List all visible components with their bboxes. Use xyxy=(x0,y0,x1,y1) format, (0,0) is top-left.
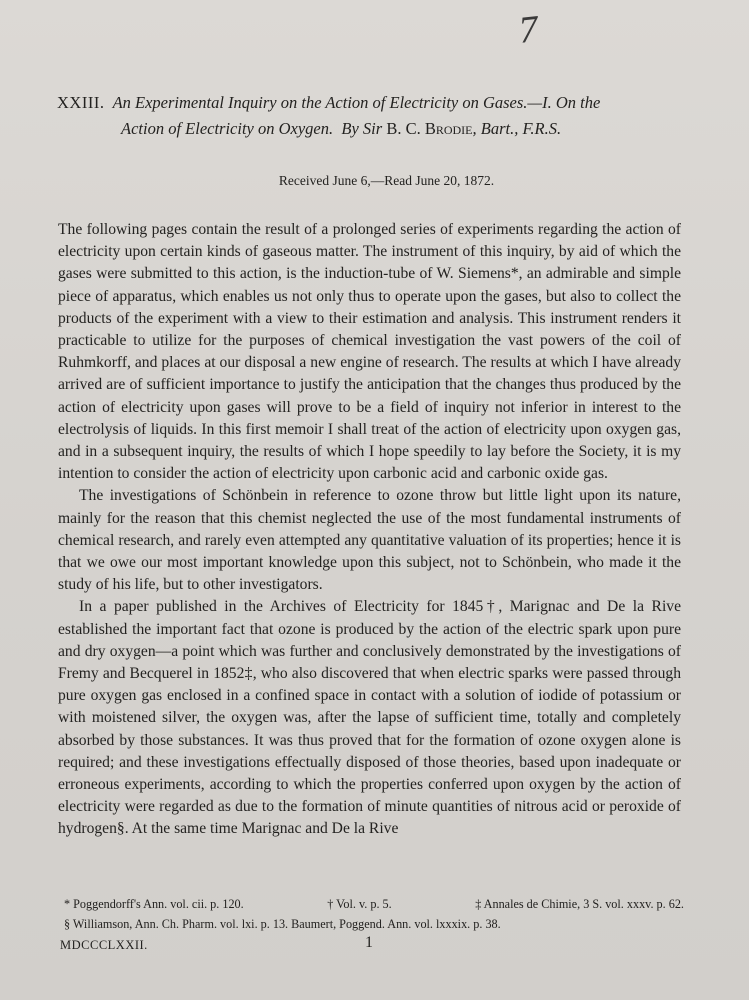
paragraph-3: In a paper published in the Archives of Electricity for 1845†, Marignac and De la Rive established the important fact that ozone is produced by the action of the electric spark upon pure and dry oxygen—a point which was further and conclusively demonstrated by the investigations of Fremy and Becquerel in 1852‡, who also discovered that when electric sparks were passed through pure oxygen gas enclosed in a confined space in contact with a solution of iodide of potassium or with moistened silver, the oxygen was, after the lapse of sufficient time, totally and completely absorbed by those substances. It was thus proved that for the formation of ozone oxygen alone is required; and these investigations effectually disposed of those theories, based upon inadequate or erroneous experiments, according to which the properties conferred upon oxygen by the action of electricity were regarded as due to the formation of minute quantities of nitrous acid or peroxide of hydrogen§. At the same time Marignac and De la Rive xyxy=(58,598,681,838)
article-title xyxy=(57,90,697,142)
handwritten-folio-number: 7 xyxy=(516,8,541,52)
footnote-williamson: § Williamson, Ann. Ch. Pharm. vol. lxi. p. 13. Baumert, Poggend. Ann. vol. lxxxix. p. 38. xyxy=(64,917,501,931)
page-number: 1 xyxy=(365,934,373,951)
title-part-2: Action of Electricity on Oxygen. xyxy=(121,119,334,138)
footnotes xyxy=(64,894,684,934)
title-part-1: An Experimental Inquiry on the Action of Electricity on Gases.—I. On the xyxy=(112,93,601,112)
received-date-line: Received June 6,—Read June 20, 1872. xyxy=(278,173,495,188)
paragraph-1: The following pages contain the result of a prolonged series of experiments regarding the action of electricity upon certain kinds of gaseous matter. The instrument of this inquiry, by aid of which the gases were submitted to this action, is the induction-tube of W. Siemens*, an admirable and simple piece of apparatus, which enables us not only thus to operate upon the gases, but also to collect the products of the experiment with a view to their estimation and analysis. This instrument renders it practicable to utilize for the purposes of chemical investigation the vast powers of the coil of Ruhmkorff, and places at our disposal a new engine of research. The results at which I have already arrived are of sufficient importance to justify the anticipation that the changes thus produced by the action of electricity upon gases will prove to be a field of inquiry not inferior in interest to the electrolysis of liquids. In this first memoir I shall treat of the action of electricity upon oxygen gas, and in a subsequent inquiry, the results of which I hope speedily to lay before the Society, it is my intention to consider the action of electricity upon carbonic acid and carbonic oxide gas. xyxy=(58,221,681,483)
signature-mark: MDCCCLXXII. xyxy=(60,938,148,952)
title-by: By Sir xyxy=(341,119,383,138)
title-line-2 xyxy=(57,116,697,142)
author-surname: Brodie xyxy=(424,119,473,138)
footnote-row-1 xyxy=(64,894,684,914)
footnote-annales: ‡ Annales de Chimie, 3 S. vol. xxxv. p. 62. xyxy=(475,897,684,911)
author-initials: B. C. xyxy=(386,119,421,138)
footnote-vol-v: † Vol. v. p. 5. xyxy=(327,897,392,911)
footnote-poggendorff: * Poggendorff's Ann. vol. cii. p. 120. xyxy=(64,897,244,911)
title-line-1 xyxy=(57,90,697,116)
article-body xyxy=(58,219,681,841)
author-suffix: , Bart., F.R.S. xyxy=(472,119,562,138)
paragraph-2: The investigations of Schönbein in reference to ozone throw but little light upon its nature, mainly for the reason that this chemist neglected the use of the most fundamental instruments of chemical research, and rarely even attempted any quantitative valuation of its properties; hence it is that we owe our most important knowledge upon this subject, not to Schönbein, who made it the study of his life, but to other investigators. xyxy=(58,487,681,594)
article-numeral: XXIII. xyxy=(57,93,105,112)
